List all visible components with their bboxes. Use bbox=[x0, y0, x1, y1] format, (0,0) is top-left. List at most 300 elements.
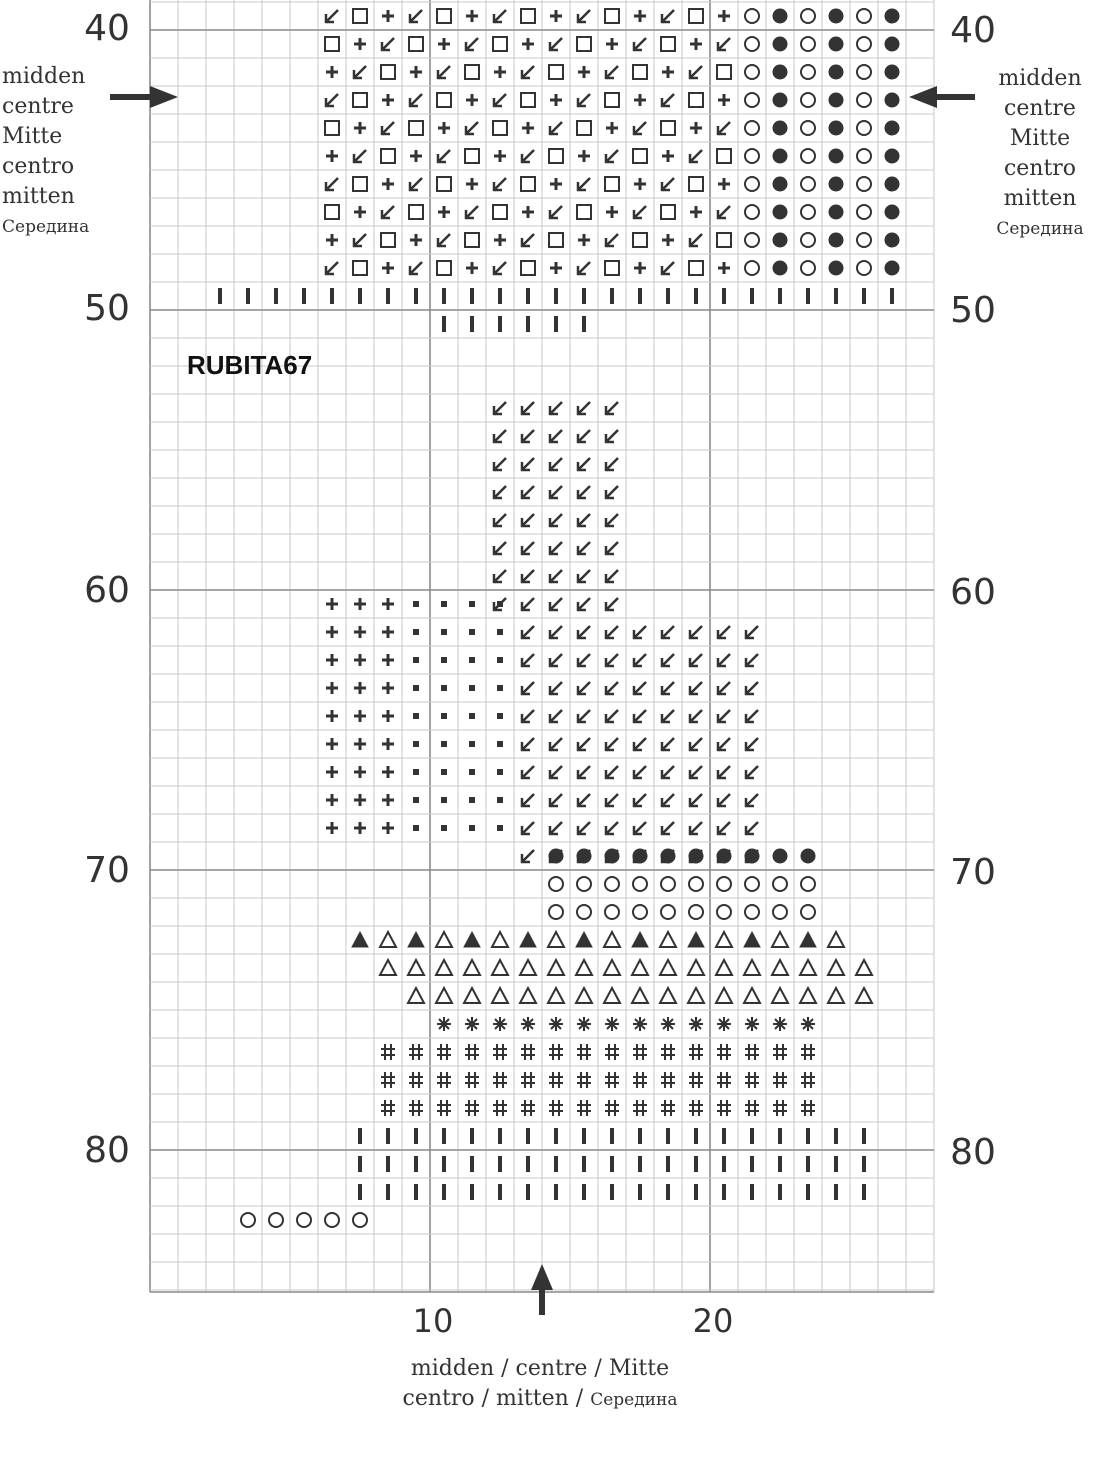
stitch-symbol-slash bbox=[550, 38, 562, 50]
stitch-symbol-ring bbox=[717, 877, 731, 891]
stitch-symbol-star bbox=[661, 1017, 675, 1031]
stitch-symbol-hash bbox=[409, 1100, 423, 1116]
row-number-70-left: 70 bbox=[84, 850, 130, 891]
stitch-symbol-bar bbox=[526, 316, 530, 332]
stitch-symbol-otri bbox=[604, 988, 620, 1003]
stitch-symbol-ring bbox=[745, 205, 759, 219]
stitch-symbol-slash bbox=[662, 626, 674, 638]
stitch-symbol-plus bbox=[522, 122, 534, 134]
row-number-60-right: 60 bbox=[950, 572, 996, 613]
stitch-symbol-slash bbox=[662, 738, 674, 750]
stitch-symbol-slash bbox=[606, 738, 618, 750]
stitch-symbol-bar bbox=[386, 288, 390, 304]
stitch-symbol-plus bbox=[466, 262, 478, 274]
stitch-symbol-slash bbox=[522, 738, 534, 750]
stitch-symbol-slash bbox=[634, 738, 646, 750]
stitch-symbol-slash bbox=[494, 514, 506, 526]
stitch-symbol-plus bbox=[550, 262, 562, 274]
stitch-symbol-dot bbox=[773, 233, 787, 247]
stitch-symbol-bar bbox=[442, 1128, 446, 1144]
stitch-symbol-dot bbox=[773, 121, 787, 135]
stitch-symbol-otri bbox=[828, 932, 844, 947]
stitch-symbol-bar bbox=[358, 1128, 362, 1144]
stitch-symbol-bar bbox=[666, 1184, 670, 1200]
stitch-symbol-slash bbox=[438, 150, 450, 162]
stitch-symbol-hash bbox=[605, 1100, 619, 1116]
stitch-symbol-bar bbox=[778, 1128, 782, 1144]
stitch-symbol-bar bbox=[638, 1184, 642, 1200]
stitch-symbol-ring bbox=[857, 121, 871, 135]
stitch-symbol-dot bbox=[773, 9, 787, 23]
stitch-symbol-slash bbox=[662, 10, 674, 22]
stitch-symbol-ring bbox=[745, 905, 759, 919]
stitch-symbol-slash bbox=[326, 262, 338, 274]
stitch-symbol-slash bbox=[578, 822, 590, 834]
stitch-symbol-otri bbox=[492, 932, 508, 947]
stitch-symbol-bar bbox=[414, 288, 418, 304]
stitch-symbol-otri bbox=[576, 960, 592, 975]
stitch-symbol-slash bbox=[606, 234, 618, 246]
stitch-symbol-bar bbox=[470, 288, 474, 304]
stitch-symbol-plus bbox=[382, 10, 394, 22]
stitch-symbol-box bbox=[605, 177, 619, 191]
stitch-symbol-hash bbox=[493, 1072, 507, 1088]
stitch-symbol-slash bbox=[578, 626, 590, 638]
stitch-symbol-hash bbox=[717, 1072, 731, 1088]
stitch-symbol-bar bbox=[526, 288, 530, 304]
column-number-20: 20 bbox=[692, 1302, 734, 1340]
stitch-symbol-dot bbox=[829, 205, 843, 219]
stitch-symbol-ring bbox=[773, 877, 787, 891]
stitch-symbol-otri bbox=[716, 932, 732, 947]
stitch-symbol-ring bbox=[661, 905, 675, 919]
stitch-symbol-slash bbox=[662, 710, 674, 722]
stitch-symbol-plus bbox=[354, 626, 366, 638]
stitch-symbol-slash bbox=[606, 542, 618, 554]
stitch-symbol-slash bbox=[634, 710, 646, 722]
stitch-symbol-slash bbox=[578, 10, 590, 22]
stitch-symbol-slash bbox=[718, 626, 730, 638]
stitch-symbol-slash bbox=[410, 178, 422, 190]
stitch-symbol-plus bbox=[382, 178, 394, 190]
stitch-symbol-ring bbox=[633, 905, 647, 919]
stitch-symbol-otri bbox=[660, 932, 676, 947]
stitch-symbol-hash bbox=[633, 1072, 647, 1088]
stitch-symbol-plus bbox=[410, 234, 422, 246]
stitch-symbol-slash bbox=[522, 794, 534, 806]
stitch-symbol-sq bbox=[497, 629, 503, 635]
stitch-symbol-plus bbox=[354, 710, 366, 722]
stitch-symbol-dot bbox=[829, 149, 843, 163]
stitch-symbol-plus bbox=[354, 122, 366, 134]
stitch-symbol-bar bbox=[750, 1128, 754, 1144]
stitch-symbol-otri bbox=[772, 960, 788, 975]
stitch-symbol-box bbox=[717, 65, 731, 79]
stitch-symbol-slash bbox=[606, 430, 618, 442]
stitch-symbol-slash bbox=[550, 598, 562, 610]
stitch-symbol-dot bbox=[773, 261, 787, 275]
stitch-symbol-tri bbox=[352, 932, 368, 947]
row-number-70-right: 70 bbox=[950, 852, 996, 893]
stitch-symbol-box bbox=[325, 37, 339, 51]
center-label-right: midden centre Mitte centro mitten Середина bbox=[996, 66, 1084, 239]
stitch-symbol-dot bbox=[773, 177, 787, 191]
stitch-symbol-slash bbox=[550, 122, 562, 134]
stitch-symbol-hash bbox=[577, 1100, 591, 1116]
stitch-symbol-bar bbox=[470, 316, 474, 332]
stitch-symbol-slash bbox=[718, 38, 730, 50]
stitch-symbol-sq bbox=[413, 629, 419, 635]
stitch-symbol-plus bbox=[382, 654, 394, 666]
stitch-symbol-plus bbox=[690, 206, 702, 218]
stitch-symbol-ring bbox=[745, 877, 759, 891]
stitch-symbol-plus bbox=[354, 682, 366, 694]
stitch-symbol-dot bbox=[549, 849, 563, 863]
stitch-symbol-ring bbox=[577, 905, 591, 919]
stitch-symbol-plus bbox=[690, 38, 702, 50]
stitch-symbol-slash bbox=[718, 822, 730, 834]
stitch-symbol-sq bbox=[441, 713, 447, 719]
stitch-symbol-sq bbox=[469, 769, 475, 775]
stitch-symbol-ring bbox=[297, 1213, 311, 1227]
stitch-symbol-bar bbox=[386, 1128, 390, 1144]
stitch-symbol-box bbox=[633, 149, 647, 163]
stitch-symbol-bar bbox=[582, 1156, 586, 1172]
stitch-symbol-bar bbox=[862, 1128, 866, 1144]
stitch-symbol-slash bbox=[578, 654, 590, 666]
stitch-symbol-bar bbox=[750, 1184, 754, 1200]
stitch-symbol-sq bbox=[441, 825, 447, 831]
stitch-symbol-slash bbox=[690, 822, 702, 834]
stitch-symbol-plus bbox=[550, 10, 562, 22]
stitch-symbol-slash bbox=[382, 206, 394, 218]
stitch-symbol-hash bbox=[605, 1072, 619, 1088]
stitch-symbol-plus bbox=[606, 38, 618, 50]
stitch-symbol-slash bbox=[718, 738, 730, 750]
stitch-symbol-ring bbox=[689, 877, 703, 891]
stitch-symbol-ring bbox=[549, 905, 563, 919]
stitch-symbol-slash bbox=[746, 710, 758, 722]
stitch-symbol-hash bbox=[633, 1044, 647, 1060]
stitch-symbol-dot bbox=[829, 65, 843, 79]
stitch-symbol-star bbox=[521, 1017, 535, 1031]
stitch-symbol-bar bbox=[358, 288, 362, 304]
stitch-symbol-otri bbox=[548, 932, 564, 947]
stitch-symbol-plus bbox=[326, 598, 338, 610]
stitch-symbol-hash bbox=[689, 1100, 703, 1116]
stitch-symbol-plus bbox=[326, 794, 338, 806]
stitch-symbol-box bbox=[577, 205, 591, 219]
stitch-symbol-slash bbox=[606, 766, 618, 778]
stitch-symbol-box bbox=[493, 205, 507, 219]
stitch-symbol-dot bbox=[633, 849, 647, 863]
stitch-symbol-sq bbox=[413, 713, 419, 719]
stitch-symbol-sq bbox=[441, 769, 447, 775]
stitch-symbol-bar bbox=[834, 1156, 838, 1172]
stitch-symbol-ring bbox=[857, 65, 871, 79]
stitch-symbol-plus bbox=[550, 94, 562, 106]
stitch-symbol-slash bbox=[382, 122, 394, 134]
stitch-symbol-otri bbox=[744, 988, 760, 1003]
stitch-symbol-plus bbox=[634, 10, 646, 22]
stitch-symbol-slash bbox=[746, 682, 758, 694]
stitch-symbol-star bbox=[465, 1017, 479, 1031]
stitch-symbol-bar bbox=[470, 1128, 474, 1144]
stitch-symbol-slash bbox=[550, 794, 562, 806]
stitch-symbol-hash bbox=[493, 1100, 507, 1116]
stitch-symbol-slash bbox=[690, 234, 702, 246]
stitch-symbol-sq bbox=[441, 657, 447, 663]
stitch-symbol-slash bbox=[550, 710, 562, 722]
stitch-symbol-plus bbox=[634, 262, 646, 274]
stitch-symbol-slash bbox=[326, 94, 338, 106]
stitch-symbol-plus bbox=[466, 178, 478, 190]
stitch-symbol-slash bbox=[522, 514, 534, 526]
stitch-symbol-dot bbox=[773, 93, 787, 107]
stitch-symbol-dot bbox=[885, 93, 899, 107]
row-number-40-right: 40 bbox=[950, 10, 996, 51]
stitch-symbol-dot bbox=[885, 261, 899, 275]
stitch-symbol-bar bbox=[834, 1184, 838, 1200]
row-number-80-right: 80 bbox=[950, 1132, 996, 1173]
stitch-symbol-slash bbox=[522, 458, 534, 470]
stitch-symbol-otri bbox=[716, 988, 732, 1003]
stitch-symbol-bar bbox=[302, 288, 306, 304]
stitch-symbol-bar bbox=[582, 1184, 586, 1200]
stitch-symbol-box bbox=[633, 65, 647, 79]
stitch-symbol-hash bbox=[577, 1044, 591, 1060]
stitch-symbol-bar bbox=[806, 1156, 810, 1172]
stitch-symbol-otri bbox=[436, 960, 452, 975]
stitch-symbol-ring bbox=[549, 877, 563, 891]
stitch-symbol-plus bbox=[382, 598, 394, 610]
stitch-symbol-hash bbox=[801, 1044, 815, 1060]
stitch-symbol-slash bbox=[522, 822, 534, 834]
stitch-symbol-box bbox=[521, 9, 535, 23]
stitch-symbol-bar bbox=[470, 1184, 474, 1200]
stitch-symbol-bar bbox=[610, 1128, 614, 1144]
stitch-symbol-dot bbox=[885, 121, 899, 135]
stitch-symbol-box bbox=[577, 121, 591, 135]
stitch-symbol-sq bbox=[413, 741, 419, 747]
stitch-symbol-slash bbox=[578, 542, 590, 554]
stitch-symbol-box bbox=[381, 65, 395, 79]
stitch-symbol-bar bbox=[610, 1156, 614, 1172]
stitch-symbol-slash bbox=[578, 458, 590, 470]
stitch-symbol-ring bbox=[801, 149, 815, 163]
stitch-symbol-otri bbox=[800, 960, 816, 975]
stitch-symbol-otri bbox=[548, 988, 564, 1003]
stitch-symbol-slash bbox=[662, 822, 674, 834]
stitch-symbol-bar bbox=[890, 288, 894, 304]
stitch-symbol-bar bbox=[386, 1156, 390, 1172]
stitch-symbol-slash bbox=[522, 850, 534, 862]
stitch-symbol-dot bbox=[661, 849, 675, 863]
stitch-symbol-ring bbox=[689, 905, 703, 919]
stitch-symbol-plus bbox=[382, 626, 394, 638]
stitch-symbol-ring bbox=[801, 177, 815, 191]
stitch-symbol-slash bbox=[550, 402, 562, 414]
stitch-symbol-slash bbox=[634, 682, 646, 694]
stitch-symbol-otri bbox=[660, 960, 676, 975]
row-number-50-left: 50 bbox=[84, 288, 130, 329]
stitch-symbol-slash bbox=[550, 514, 562, 526]
stitch-symbol-slash bbox=[550, 738, 562, 750]
stitch-symbol-hash bbox=[689, 1072, 703, 1088]
stitch-symbol-ring bbox=[241, 1213, 255, 1227]
stitch-symbol-dot bbox=[829, 177, 843, 191]
stitch-symbol-slash bbox=[578, 178, 590, 190]
stitch-symbol-box bbox=[437, 261, 451, 275]
stitch-symbol-plus bbox=[438, 38, 450, 50]
stitch-symbol-ring bbox=[801, 9, 815, 23]
stitch-symbol-box bbox=[689, 177, 703, 191]
stitch-symbol-dot bbox=[773, 37, 787, 51]
stitch-symbol-otri bbox=[464, 960, 480, 975]
stitch-symbol-slash bbox=[494, 458, 506, 470]
stitch-symbol-slash bbox=[410, 94, 422, 106]
stitch-symbol-slash bbox=[522, 402, 534, 414]
stitch-symbol-hash bbox=[549, 1044, 563, 1060]
stitch-symbol-sq bbox=[413, 657, 419, 663]
stitch-symbol-plus bbox=[438, 122, 450, 134]
stitch-symbol-otri bbox=[716, 960, 732, 975]
stitch-symbol-slash bbox=[550, 682, 562, 694]
stitch-symbol-star bbox=[633, 1017, 647, 1031]
stitch-symbol-slash bbox=[578, 738, 590, 750]
stitch-symbol-dot bbox=[745, 849, 759, 863]
stitch-symbol-dot bbox=[829, 93, 843, 107]
stitch-symbol-slash bbox=[550, 486, 562, 498]
stitch-symbol-plus bbox=[550, 178, 562, 190]
stitch-symbol-bar bbox=[498, 1184, 502, 1200]
stitch-symbol-slash bbox=[326, 178, 338, 190]
stitch-symbol-dot bbox=[885, 65, 899, 79]
stitch-symbol-ring bbox=[801, 877, 815, 891]
stitch-symbol-slash bbox=[382, 38, 394, 50]
stitch-symbol-slash bbox=[550, 822, 562, 834]
stitch-symbol-otri bbox=[604, 960, 620, 975]
stitch-symbol-hash bbox=[381, 1044, 395, 1060]
stitch-symbol-slash bbox=[578, 710, 590, 722]
stitch-symbol-ring bbox=[801, 905, 815, 919]
stitch-symbol-sq bbox=[441, 741, 447, 747]
stitch-symbol-star bbox=[689, 1017, 703, 1031]
stitch-symbol-bar bbox=[806, 1128, 810, 1144]
stitch-symbol-bar bbox=[526, 1184, 530, 1200]
stitch-symbol-plus bbox=[326, 626, 338, 638]
stitch-symbol-ring bbox=[633, 877, 647, 891]
stitch-symbol-slash bbox=[578, 514, 590, 526]
stitch-symbol-slash bbox=[718, 122, 730, 134]
stitch-symbol-bar bbox=[750, 288, 754, 304]
center-label-bottom: midden / centre / Mitte centro / mitten / Середина bbox=[402, 1356, 678, 1411]
stitch-symbol-bar bbox=[694, 288, 698, 304]
stitch-symbol-hash bbox=[465, 1044, 479, 1060]
stitch-symbol-plus bbox=[606, 206, 618, 218]
stitch-symbol-hash bbox=[465, 1072, 479, 1088]
stitch-symbol-box bbox=[353, 93, 367, 107]
stitch-symbol-slash bbox=[662, 654, 674, 666]
stitch-symbol-hash bbox=[745, 1044, 759, 1060]
chart-grid bbox=[150, 0, 934, 1292]
stitch-symbol-slash bbox=[494, 570, 506, 582]
stitch-symbol-slash bbox=[662, 794, 674, 806]
stitch-symbol-dot bbox=[885, 233, 899, 247]
stitch-symbol-bar bbox=[694, 1128, 698, 1144]
stitch-symbol-otri bbox=[660, 988, 676, 1003]
stitch-symbol-sq bbox=[441, 685, 447, 691]
stitch-symbol-bar bbox=[582, 316, 586, 332]
stitch-symbol-otri bbox=[492, 988, 508, 1003]
stitch-symbol-bar bbox=[694, 1156, 698, 1172]
stitch-symbol-ring bbox=[745, 37, 759, 51]
stitch-symbol-plus bbox=[382, 738, 394, 750]
stitch-symbol-sq bbox=[497, 713, 503, 719]
stitch-symbol-plus bbox=[382, 94, 394, 106]
stitch-symbol-dot bbox=[773, 149, 787, 163]
stitch-symbol-bar bbox=[526, 1156, 530, 1172]
stitch-symbol-dot bbox=[885, 149, 899, 163]
row-number-80-left: 80 bbox=[84, 1130, 130, 1171]
stitch-symbol-slash bbox=[690, 710, 702, 722]
stitch-symbol-plus bbox=[662, 150, 674, 162]
center-arrow-left-icon bbox=[110, 86, 178, 108]
stitch-symbol-otri bbox=[828, 960, 844, 975]
stitch-symbol-ring bbox=[801, 121, 815, 135]
stitch-symbol-slash bbox=[718, 206, 730, 218]
stitch-symbol-slash bbox=[690, 738, 702, 750]
stitch-symbol-sq bbox=[469, 629, 475, 635]
stitch-symbol-slash bbox=[746, 766, 758, 778]
stitch-symbol-ring bbox=[857, 93, 871, 107]
stitch-symbol-ring bbox=[661, 877, 675, 891]
stitch-symbol-plus bbox=[382, 766, 394, 778]
stitch-symbol-slash bbox=[550, 430, 562, 442]
stitch-symbol-bar bbox=[610, 288, 614, 304]
stitch-symbol-plus bbox=[578, 150, 590, 162]
stitch-symbol-bar bbox=[358, 1156, 362, 1172]
stitch-symbol-otri bbox=[632, 960, 648, 975]
stitch-symbol-slash bbox=[606, 794, 618, 806]
stitch-symbol-hash bbox=[521, 1044, 535, 1060]
stitch-symbol-ring bbox=[801, 233, 815, 247]
stitch-symbol-plus bbox=[354, 766, 366, 778]
stitch-symbol-otri bbox=[604, 932, 620, 947]
stitch-symbol-box bbox=[689, 261, 703, 275]
stitch-symbol-bar bbox=[750, 1156, 754, 1172]
stitch-symbol-slash bbox=[662, 94, 674, 106]
stitch-symbol-dot bbox=[885, 205, 899, 219]
stitch-symbol-hash bbox=[577, 1072, 591, 1088]
stitch-symbol-dot bbox=[885, 177, 899, 191]
stitch-symbol-bar bbox=[666, 1128, 670, 1144]
stitch-symbol-sq bbox=[413, 769, 419, 775]
stitch-symbol-slash bbox=[606, 710, 618, 722]
stitch-symbol-ring bbox=[801, 93, 815, 107]
stitch-symbol-slash bbox=[550, 542, 562, 554]
stitch-symbol-otri bbox=[436, 988, 452, 1003]
stitch-symbol-slash bbox=[634, 822, 646, 834]
stitch-symbol-bar bbox=[470, 1156, 474, 1172]
stitch-symbol-star bbox=[605, 1017, 619, 1031]
stitch-symbol-sq bbox=[469, 797, 475, 803]
stitch-symbol-dot bbox=[773, 849, 787, 863]
stitch-symbol-slash bbox=[550, 206, 562, 218]
stitch-symbol-plus bbox=[354, 738, 366, 750]
stitch-symbol-dot bbox=[689, 849, 703, 863]
stitch-symbol-bar bbox=[414, 1156, 418, 1172]
